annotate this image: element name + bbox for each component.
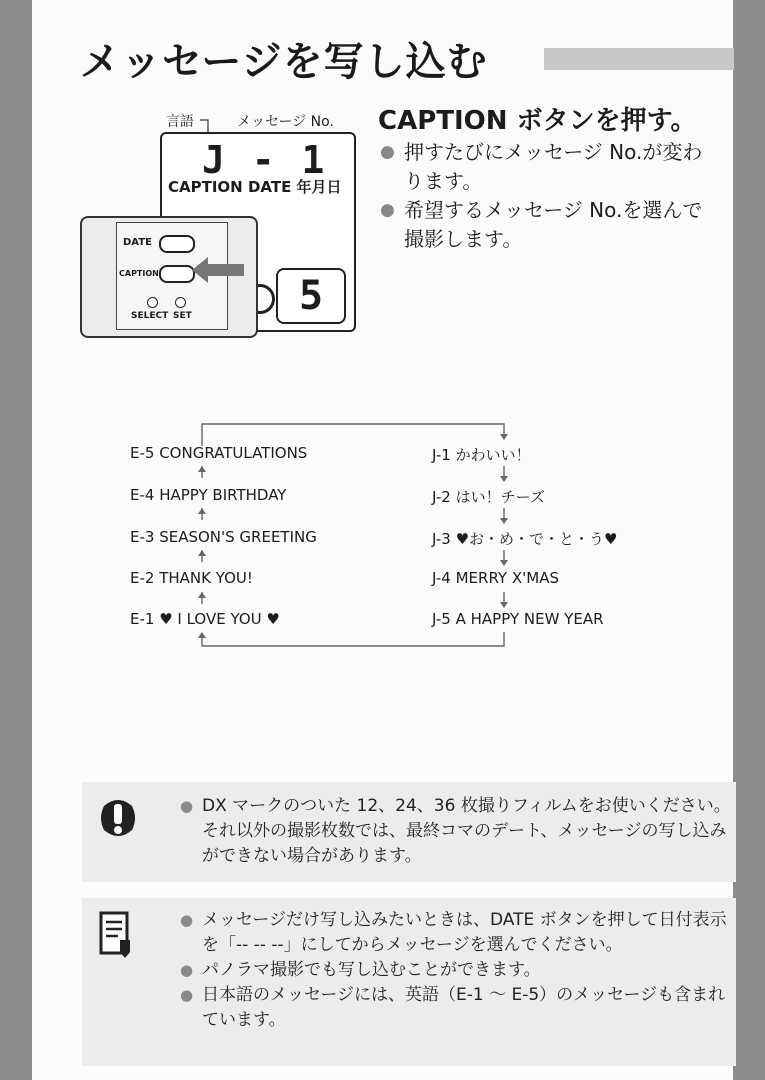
memo-note bbox=[82, 898, 736, 1066]
label-message-no: メッセージ No. bbox=[237, 114, 334, 130]
manual-page bbox=[32, 0, 733, 1080]
press-arrow-icon bbox=[192, 257, 244, 283]
date-button-label: DATE bbox=[123, 237, 152, 248]
caption-button[interactable] bbox=[159, 265, 195, 283]
message-j2: J-2 はい！チーズ bbox=[432, 488, 545, 506]
memo-item-1: ● メッセージだけ写し込みたいときは、DATE ボタンを押して日付表示を「-- -- --」にしてからメッセージを選んでください。 bbox=[180, 908, 740, 958]
message-e1: E-1 ♥ I LOVE YOU ♥ bbox=[130, 610, 280, 628]
instruction-bullet-2: ● 希望するメッセージ No.を選んで撮影します。 bbox=[380, 196, 720, 254]
message-e2: E-2 THANK YOU! bbox=[130, 569, 253, 587]
message-j4: J-4 MERRY X'MAS bbox=[432, 569, 559, 587]
instruction-bullets bbox=[380, 138, 720, 254]
memo-item-2: ● パノラマ撮影でも写し込むことができます。 bbox=[180, 958, 740, 983]
lcd-message-display: J - 1 bbox=[202, 138, 327, 182]
date-button[interactable] bbox=[159, 235, 195, 253]
lcd-caption-row: CAPTION DATE 年月日 bbox=[168, 178, 342, 196]
step-heading: CAPTION ボタンを押す。 bbox=[378, 106, 697, 136]
memo-list bbox=[180, 908, 740, 1033]
set-label: SET bbox=[173, 311, 192, 321]
select-label: SELECT bbox=[131, 311, 169, 321]
set-button[interactable] bbox=[175, 297, 186, 308]
memo-pencil-icon bbox=[98, 910, 134, 960]
memo-item-3: ● 日本語のメッセージには、英語（E-1 ～ E-5）のメッセージも含まれています。 bbox=[180, 983, 740, 1033]
page-title: メッセージを写し込む bbox=[80, 39, 488, 85]
message-j5: J-5 A HAPPY NEW YEAR bbox=[432, 610, 604, 628]
message-j3: J-3 ♥お・め・で・と・う♥ bbox=[432, 530, 618, 548]
caution-list bbox=[180, 794, 740, 869]
select-button[interactable] bbox=[147, 297, 158, 308]
caution-icon bbox=[98, 796, 138, 840]
message-e4: E-4 HAPPY BIRTHDAY bbox=[130, 486, 287, 504]
caution-item-1: ● DX マークのついた 12、24、36 枚撮りフィルムをお使いください。それ以外の撮影枚数では、最終コマのデート、メッセージの写し込みができない場合があります。 bbox=[180, 794, 740, 869]
instruction-bullet-1: ● 押すたびにメッセージ No.が変わります。 bbox=[380, 138, 720, 196]
left-margin-band bbox=[0, 0, 32, 1080]
caution-note bbox=[82, 782, 736, 882]
message-cycle-diagram bbox=[130, 420, 690, 660]
title-decor-bar bbox=[544, 48, 734, 70]
message-e5: E-5 CONGRATULATIONS bbox=[130, 444, 308, 462]
label-language: 言語 bbox=[166, 114, 194, 130]
frame-counter: 5 bbox=[276, 268, 346, 324]
caption-button-label: CAPTION bbox=[119, 269, 159, 278]
message-e3: E-3 SEASON'S GREETING bbox=[130, 528, 317, 546]
message-j1: J-1 かわいい！ bbox=[432, 446, 531, 464]
